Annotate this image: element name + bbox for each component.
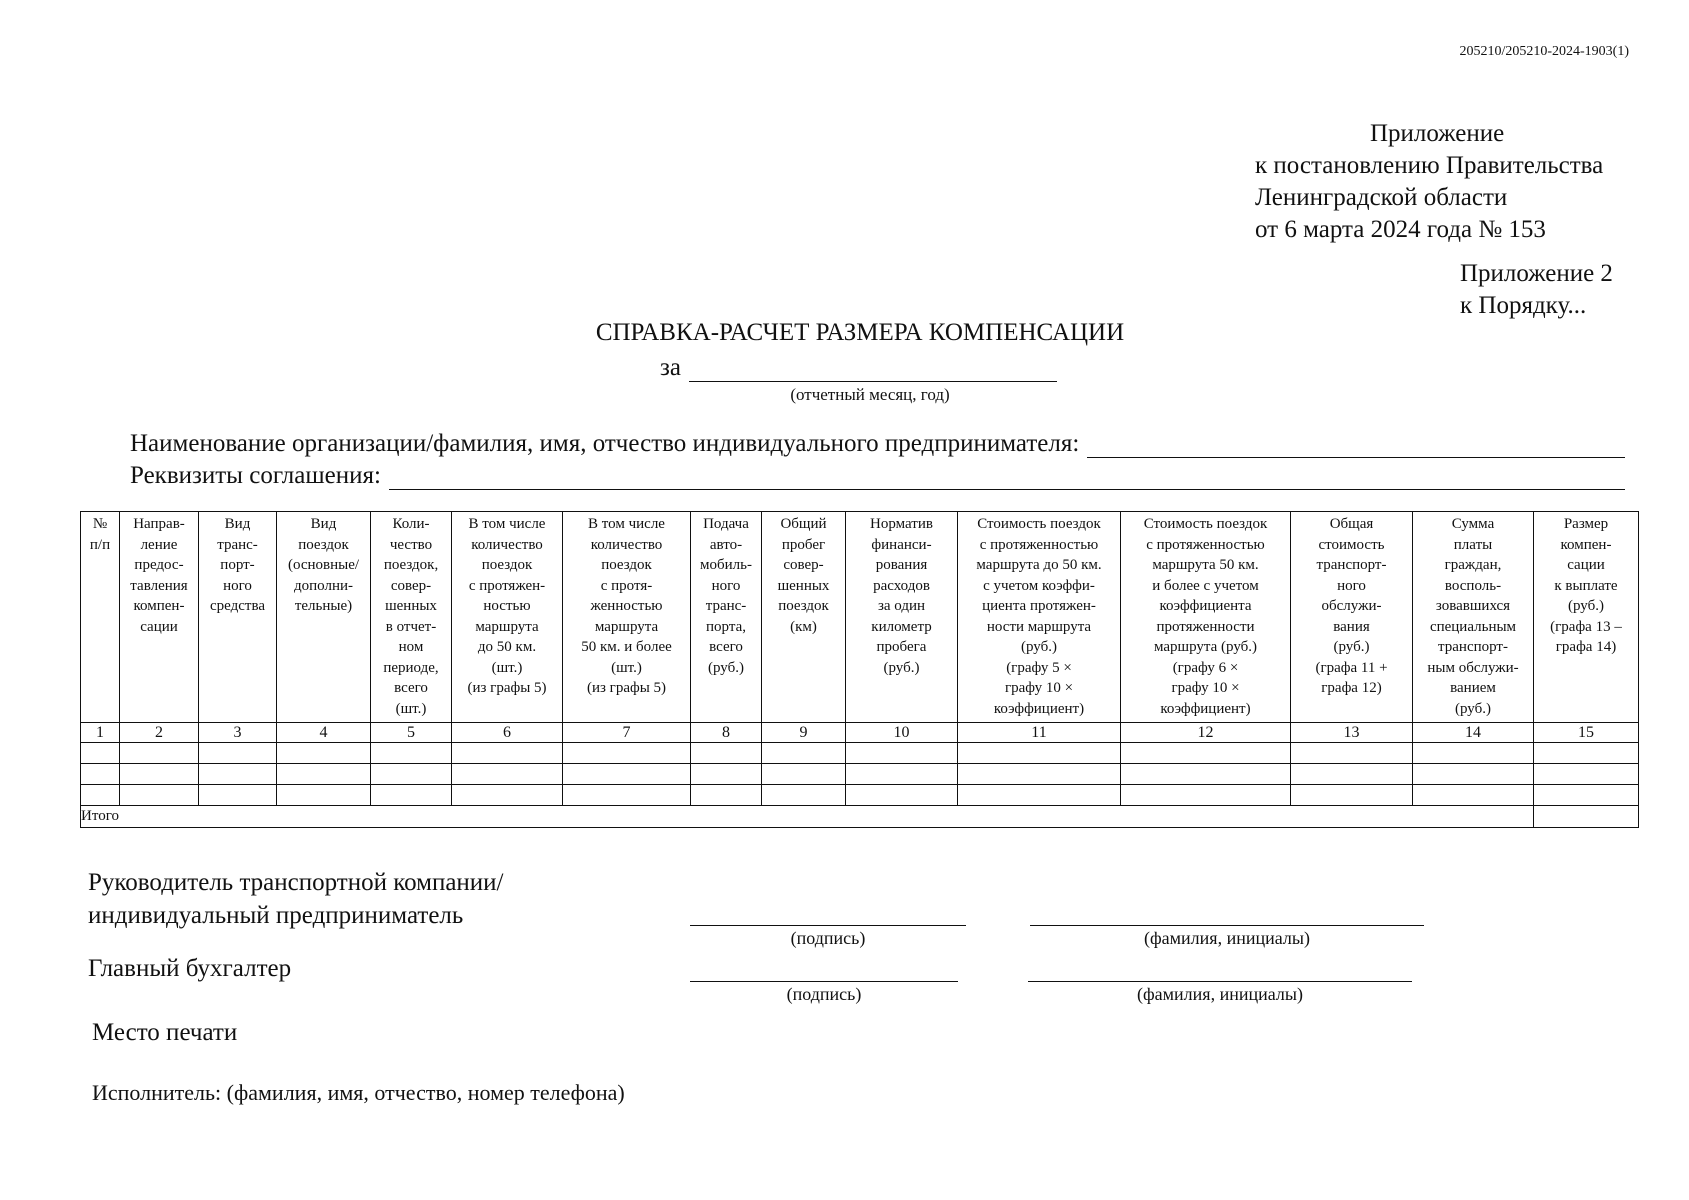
table-cell[interactable] bbox=[277, 764, 371, 785]
table-row bbox=[81, 785, 1639, 806]
table-cell[interactable] bbox=[691, 764, 762, 785]
column-number: 6 bbox=[452, 723, 563, 743]
period-prefix: за bbox=[660, 354, 681, 381]
period-field bbox=[660, 354, 1057, 382]
table-cell[interactable] bbox=[1413, 743, 1534, 764]
header-cell: Направ- ление предос- тавления компен- сации bbox=[120, 512, 199, 723]
table-cell[interactable] bbox=[81, 743, 120, 764]
organization-label: Наименование организации/фамилия, имя, отчество индивидуального предпринимателя: bbox=[130, 430, 1080, 457]
total-label: Итого bbox=[81, 806, 1534, 828]
header-cell: Коли- чество поездок, совер- шенных в отчет- ном периоде, всего (шт.) bbox=[371, 512, 452, 723]
table-cell[interactable] bbox=[958, 764, 1121, 785]
column-number: 14 bbox=[1413, 723, 1534, 743]
table-cell[interactable] bbox=[1291, 785, 1413, 806]
head-name-hint: (фамилия, инициалы) bbox=[1144, 928, 1310, 948]
column-number: 7 bbox=[563, 723, 691, 743]
table-cell[interactable] bbox=[1534, 785, 1639, 806]
header-cell: Общая стоимость транспорт- ного обслужи- вания (руб.) (графа 11 + графа 12) bbox=[1291, 512, 1413, 723]
header-cell: Стоимость поездок с протяженностью маршрута 50 км. и более с учетом коэффициента протяженности маршрута (руб.) (графу 6 × графу 10 × коэффициент) bbox=[1121, 512, 1291, 723]
header-cell: Подача авто- мобиль- ного транс- порта, всего (руб.) bbox=[691, 512, 762, 723]
annex2-line-2: к Порядку... bbox=[1460, 292, 1587, 319]
header-cell: № п/п bbox=[81, 512, 120, 723]
header-cell: В том числе количество поездок с протя- женностью маршрута 50 км. и более (шт.) (из графы 5) bbox=[563, 512, 691, 723]
table-cell[interactable] bbox=[371, 785, 452, 806]
table-cell[interactable] bbox=[1291, 764, 1413, 785]
table-cell[interactable] bbox=[371, 764, 452, 785]
table-cell[interactable] bbox=[1121, 764, 1291, 785]
requisites-blank-line[interactable] bbox=[389, 465, 1625, 490]
column-number: 2 bbox=[120, 723, 199, 743]
document-title: СПРАВКА-РАСЧЕТ РАЗМЕРА КОМПЕНСАЦИИ bbox=[595, 319, 1125, 346]
period-hint: (отчетный месяц, год) bbox=[790, 385, 950, 404]
organization-blank-line[interactable] bbox=[1087, 433, 1625, 458]
table-cell[interactable] bbox=[1121, 785, 1291, 806]
table-cell[interactable] bbox=[563, 764, 691, 785]
table-cell[interactable] bbox=[277, 785, 371, 806]
head-label bbox=[88, 866, 504, 932]
table-cell[interactable] bbox=[371, 743, 452, 764]
accountant-signature-hint: (подпись) bbox=[786, 984, 862, 1004]
column-number: 9 bbox=[762, 723, 846, 743]
column-number: 1 bbox=[81, 723, 120, 743]
table-cell[interactable] bbox=[1413, 785, 1534, 806]
table-cell[interactable] bbox=[762, 743, 846, 764]
requisites-field bbox=[130, 462, 1625, 490]
header-cell: Общий пробег совер- шенных поездок (км) bbox=[762, 512, 846, 723]
table-cell[interactable] bbox=[120, 743, 199, 764]
organization-field bbox=[130, 430, 1625, 458]
table-cell[interactable] bbox=[452, 785, 563, 806]
column-number: 12 bbox=[1121, 723, 1291, 743]
column-number: 10 bbox=[846, 723, 958, 743]
table-header-row bbox=[81, 512, 1639, 723]
accountant-signature-line[interactable] bbox=[690, 981, 958, 982]
annex-block bbox=[1255, 118, 1603, 246]
head-name-line[interactable] bbox=[1030, 925, 1424, 926]
table-cell[interactable] bbox=[120, 785, 199, 806]
accountant-label: Главный бухгалтер bbox=[88, 955, 292, 982]
executor-label: Исполнитель: (фамилия, имя, отчество, номер телефона) bbox=[92, 1080, 625, 1105]
header-cell: Норматив финанси- рования расходов за один километр пробега (руб.) bbox=[846, 512, 958, 723]
table-cell[interactable] bbox=[199, 785, 277, 806]
table-cell[interactable] bbox=[199, 743, 277, 764]
table-cell[interactable] bbox=[846, 785, 958, 806]
column-number: 11 bbox=[958, 723, 1121, 743]
table-row bbox=[81, 764, 1639, 785]
column-number: 5 bbox=[371, 723, 452, 743]
annex-line-2: к постановлению Правительства bbox=[1255, 152, 1604, 179]
table-cell[interactable] bbox=[563, 785, 691, 806]
table-cell[interactable] bbox=[1121, 743, 1291, 764]
table-cell[interactable] bbox=[762, 764, 846, 785]
table-cell[interactable] bbox=[1534, 743, 1639, 764]
table-cell[interactable] bbox=[958, 743, 1121, 764]
column-number: 3 bbox=[199, 723, 277, 743]
table-cell[interactable] bbox=[691, 743, 762, 764]
table-cell[interactable] bbox=[81, 764, 120, 785]
head-signature-hint: (подпись) bbox=[790, 928, 866, 948]
column-number: 4 bbox=[277, 723, 371, 743]
stamp-label: Место печати bbox=[92, 1019, 238, 1046]
header-cell: Размер компен- сации к выплате (руб.) (графа 13 – графа 14) bbox=[1534, 512, 1639, 723]
header-cell: Вид транс- порт- ного средства bbox=[199, 512, 277, 723]
annex2-line-1: Приложение 2 bbox=[1460, 260, 1613, 287]
document-number: 205210/205210-2024-1903(1) bbox=[1459, 44, 1629, 59]
table-cell[interactable] bbox=[691, 785, 762, 806]
table-cell[interactable] bbox=[846, 764, 958, 785]
column-number: 13 bbox=[1291, 723, 1413, 743]
table-cell[interactable] bbox=[1413, 764, 1534, 785]
column-number: 8 bbox=[691, 723, 762, 743]
table-cell[interactable] bbox=[846, 743, 958, 764]
column-number: 15 bbox=[1534, 723, 1639, 743]
table-row bbox=[81, 743, 1639, 764]
accountant-name-line[interactable] bbox=[1028, 981, 1412, 982]
head-label-line-2: индивидуальный предприниматель bbox=[88, 902, 464, 929]
table-cell[interactable] bbox=[199, 764, 277, 785]
total-value-cell[interactable] bbox=[1534, 806, 1639, 828]
table-cell[interactable] bbox=[1534, 764, 1639, 785]
table-cell[interactable] bbox=[762, 785, 846, 806]
requisites-label: Реквизиты соглашения: bbox=[130, 462, 381, 489]
column-number-row bbox=[81, 723, 1639, 743]
table-cell[interactable] bbox=[81, 785, 120, 806]
head-signature-line[interactable] bbox=[690, 925, 966, 926]
compensation-table bbox=[80, 511, 1639, 828]
table-total-row bbox=[81, 806, 1639, 828]
accountant-name-hint: (фамилия, инициалы) bbox=[1137, 984, 1303, 1004]
table-cell[interactable] bbox=[120, 764, 199, 785]
header-cell: Стоимость поездок с протяженностью маршрута до 50 км. с учетом коэффи- циента протяжен- ности маршрута (руб.) (графу 5 × графу 10 × коэффициент) bbox=[958, 512, 1121, 723]
table-cell[interactable] bbox=[958, 785, 1121, 806]
table-cell[interactable] bbox=[1291, 743, 1413, 764]
table-cell[interactable] bbox=[452, 764, 563, 785]
annex-line-3: Ленинградской области bbox=[1255, 184, 1508, 211]
annex2-block bbox=[1460, 258, 1613, 322]
header-cell: Вид поездок (основные/ дополни- тельные) bbox=[277, 512, 371, 723]
period-blank-line[interactable] bbox=[689, 357, 1057, 382]
header-cell: В том числе количество поездок с протяжен- ностью маршрута до 50 км. (шт.) (из графы 5) bbox=[452, 512, 563, 723]
header-cell: Сумма платы граждан, восполь- зовавшихся специальным транспорт- ным обслужи- ванием (руб.) bbox=[1413, 512, 1534, 723]
table-cell[interactable] bbox=[452, 743, 563, 764]
head-label-line-1: Руководитель транспортной компании/ bbox=[88, 869, 504, 896]
annex-line-4: от 6 марта 2024 года № 153 bbox=[1255, 216, 1546, 243]
table-cell[interactable] bbox=[277, 743, 371, 764]
table-cell[interactable] bbox=[563, 743, 691, 764]
annex-line-1: Приложение bbox=[1370, 120, 1505, 147]
